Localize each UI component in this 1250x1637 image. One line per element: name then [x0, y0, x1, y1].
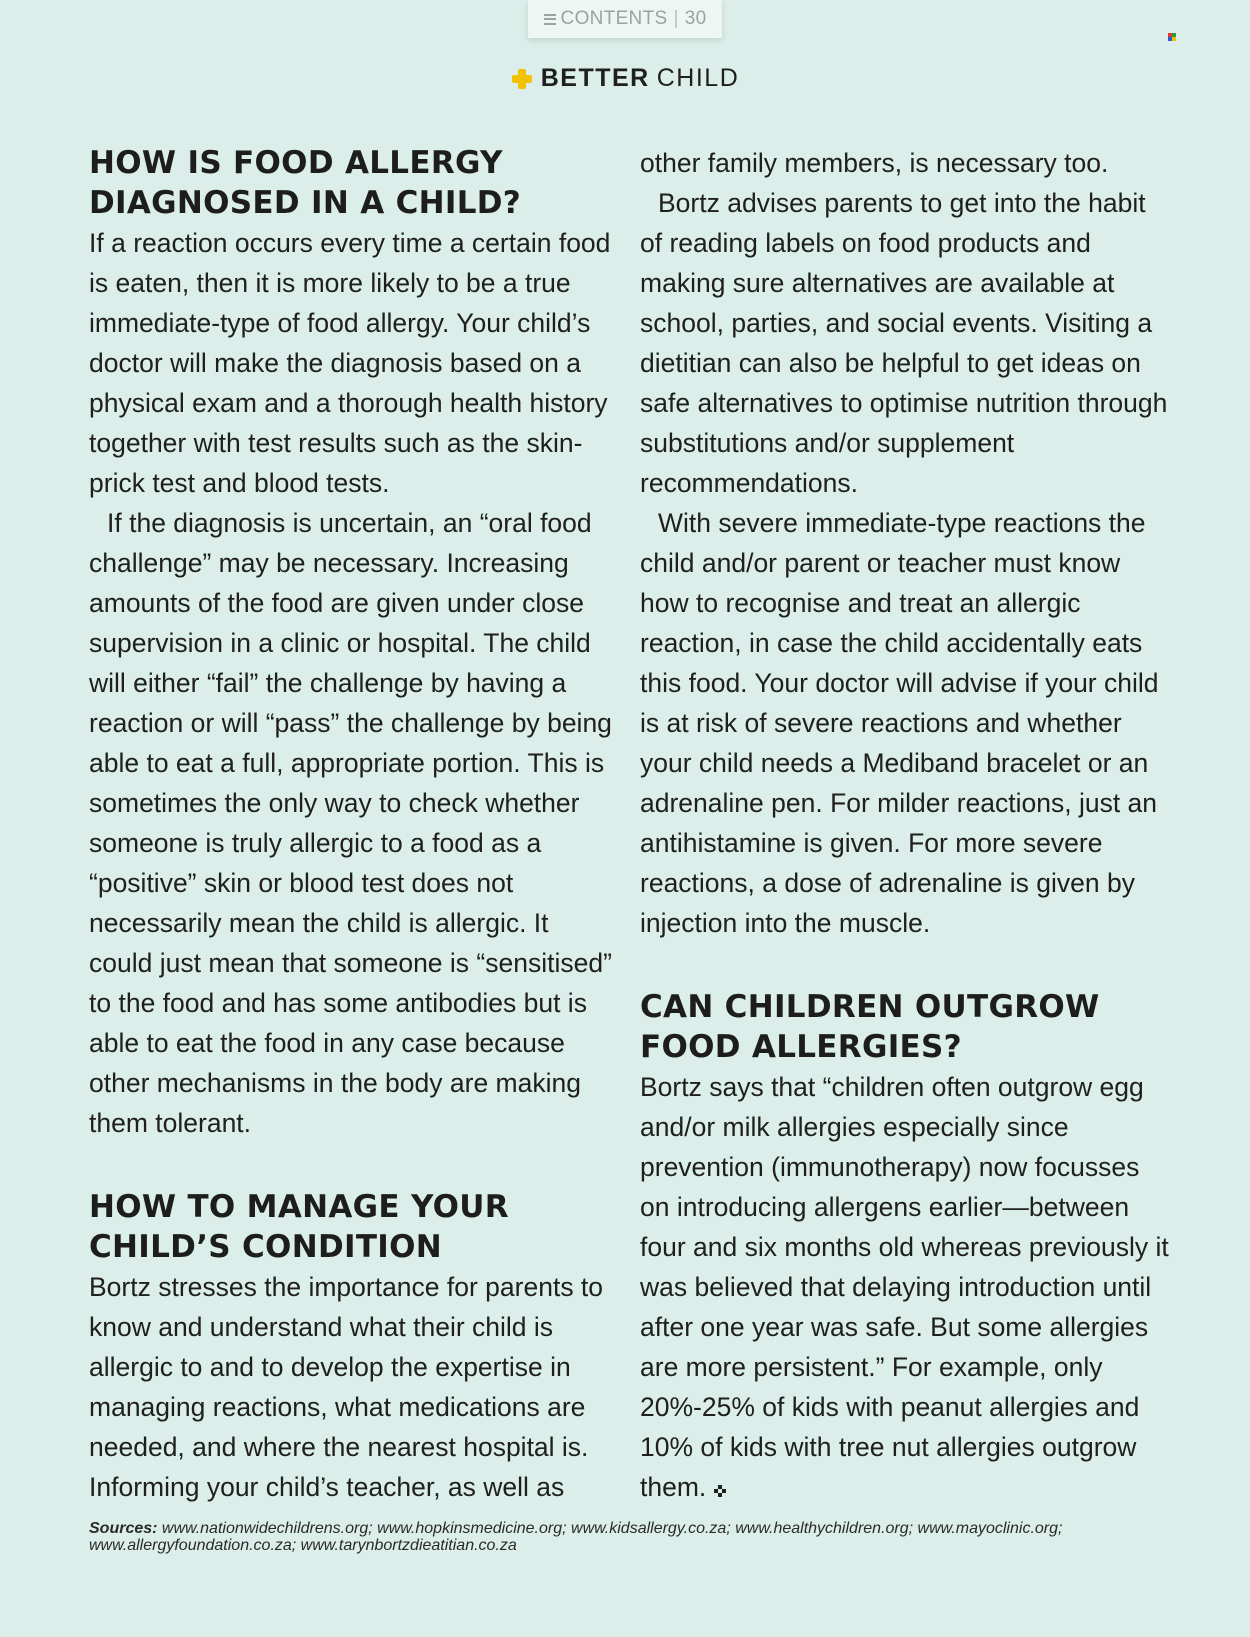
paragraph-diagnosis: If a reaction occurs every time a certain food is eaten, then it is more likely to be a true immediate-type of food allergy. Your child’s doctor will make the diagnosis based on a physical exam and a thorough health history together with test results such as the skin-prick test and blood tests.	[89, 228, 611, 498]
color-swatch-icon	[1168, 33, 1176, 41]
heading-outgrow: CAN CHILDREN OUTGROW FOOD ALLERGIES?	[640, 989, 1100, 1065]
left-column	[89, 143, 619, 1507]
contents-separator: |	[673, 8, 679, 29]
paragraph-family: other family members, is necessary too.	[640, 148, 1109, 178]
paragraph-labels: Bortz advises parents to get into the habit of reading labels on food products and making sure alternatives are available at school, parties, and social events. Visiting a dietitian can also be helpful to get ideas on safe alternatives to optimise nutrition through substitutions and/or supplement recommendations.	[640, 188, 1168, 498]
end-mark-icon	[714, 1485, 726, 1497]
page-number: 30	[684, 8, 707, 29]
paragraph-oral-challenge: If the diagnosis is uncertain, an “oral food challenge” may be necessary. Increasing amounts of the food are given under close supervision in a clinic or hospital. The child will either “fail” the challenge by having a reaction or will “pass” the challenge by being able to eat a full, appropriate portion. This is sometimes the only way to check whether someone is truly allergic to a food as a “positive” skin or blood test does not necessarily mean the child is allergic. It could just mean that someone is “sensitised” to the food and has some antibodies but is able to eat the food in any case because other mechanisms in the body are making them tolerant.	[89, 508, 612, 1138]
paragraph-manage: Bortz stresses the importance for parents to know and understand what their child is allergic to and to develop the expertise in managing reactions, what medications are needed, and where the nearest hospital is. Informing your child’s teacher, as well as	[89, 1272, 604, 1502]
brand-regular: CHILD	[656, 64, 740, 92]
menu-icon	[544, 14, 556, 25]
sources-label: Sources:	[89, 1520, 158, 1537]
sources-footnote	[89, 1520, 1179, 1554]
paragraph-outgrow	[640, 1067, 1170, 1507]
paragraph-severe-reactions: With severe immediate-type reactions the child and/or parent or teacher must know how to recognise and treat an allergic reaction, in case the child accidentally eats this food. Your doctor will advise if your child is at risk of severe reactions and whether your child needs a Mediband bracelet or an adrenaline pen. For milder reactions, just an antihistamine is given. For more severe reactions, a dose of adrenaline is given by injection into the muscle.	[640, 508, 1159, 938]
sources-text: www.nationwidechildrens.org; www.hopkinsmedicine.org; www.kidsallergy.co.za; www.healthychildren.org; www.mayoclinic.org; www.allergyfoundation.co.za; www.tarynbortzdieatitian.co.za	[89, 1520, 1063, 1554]
right-column	[640, 143, 1170, 1507]
heading-diagnosed: HOW IS FOOD ALLERGY DIAGNOSED IN A CHILD?	[89, 145, 522, 221]
brand-bold: BETTER	[540, 64, 650, 92]
contents-label: CONTENTS	[560, 8, 668, 29]
paragraph-outgrow-text: Bortz says that “children often outgrow egg and/or milk allergies especially since prevention (immunotherapy) now focusses on introducing allergens earlier—between four and six months old whereas previously it was believed that delaying introduction until after one year was safe. But some allergies are more persistent.” For example, only 20%-25% of kids with peanut allergies and 10% of kids with tree nut allergies outgrow them.	[640, 1072, 1169, 1502]
brand-header	[0, 64, 1250, 93]
plus-icon	[511, 68, 533, 90]
heading-manage: HOW TO MANAGE YOUR CHILD’S CONDITION	[89, 1189, 509, 1265]
contents-tab[interactable]	[528, 0, 722, 38]
